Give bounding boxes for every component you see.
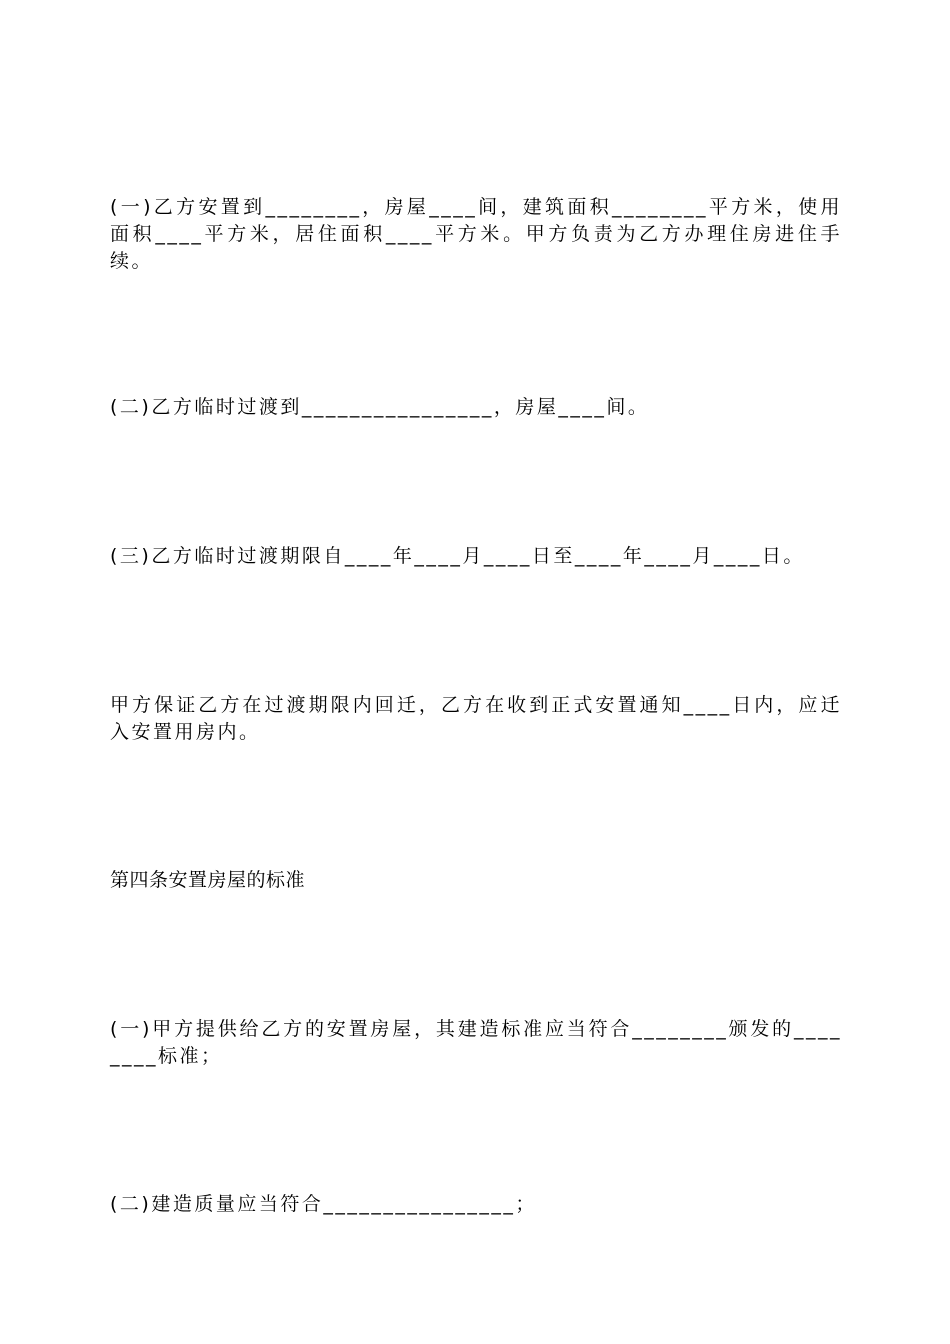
clause-paragraph-4: 甲方保证乙方在过渡期限内回迁，乙方在收到正式安置通知____日内，应迁入安置用房内。 xyxy=(110,694,842,743)
clause-paragraph-3: (三)乙方临时过渡期限自____年____月____日至____年____月____日。 xyxy=(110,545,805,567)
clause-paragraph-6: (二)建造质量应当符合________________； xyxy=(110,1193,537,1215)
clause-paragraph-2: (二)乙方临时过渡到________________，房屋____间。 xyxy=(110,396,650,418)
clause-paragraph-5: (一)甲方提供给乙方的安置房屋，其建造标准应当符合________颁发的________标准； xyxy=(110,1018,842,1067)
clause-paragraph-1: (一)乙方安置到________，房屋____间，建筑面积________平方米，使用面积____平方米，居住面积____平方米。甲方负责为乙方办理住房进住手续。 xyxy=(110,196,842,272)
section-heading: 第四条安置房屋的标准 xyxy=(110,869,306,891)
